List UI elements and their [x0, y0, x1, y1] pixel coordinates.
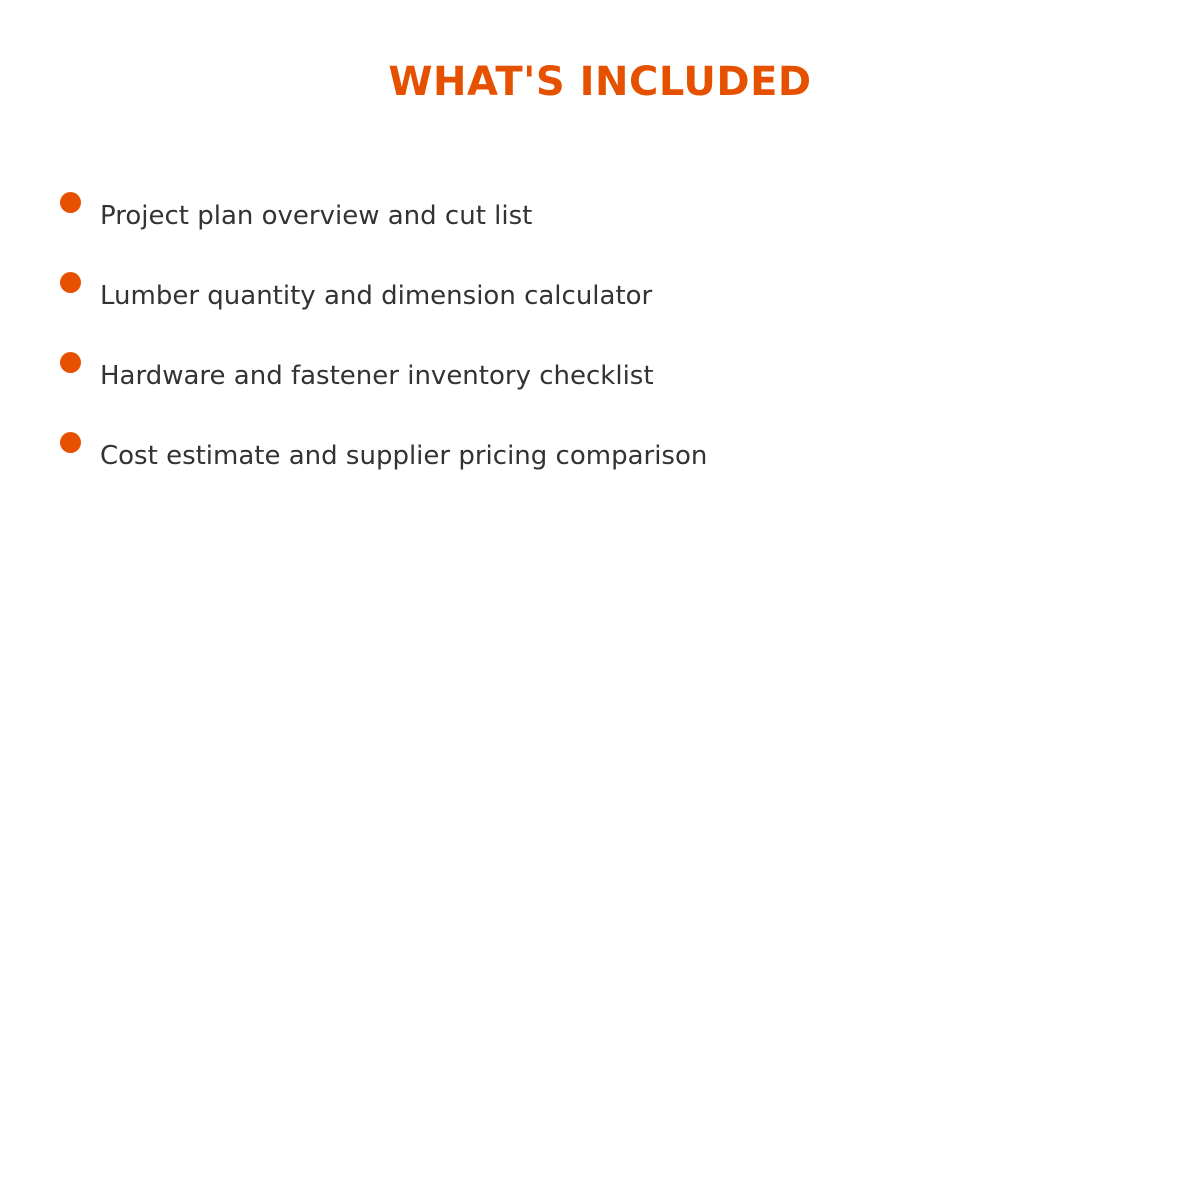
list-item	[0, 430, 1200, 510]
list-item	[0, 270, 1200, 350]
list-item-label: Cost estimate and supplier pricing comparison	[100, 441, 708, 471]
included-list	[0, 190, 1200, 510]
bullet-dot-icon	[60, 272, 81, 293]
bullet-dot-icon	[60, 192, 81, 213]
bullet-dot-icon	[60, 352, 81, 373]
page-title: WHAT'S INCLUDED	[388, 59, 812, 105]
list-item	[0, 190, 1200, 270]
list-item-label: Hardware and fastener inventory checklist	[100, 361, 654, 391]
list-item	[0, 350, 1200, 430]
list-item-label: Project plan overview and cut list	[100, 201, 533, 231]
bullet-dot-icon	[60, 432, 81, 453]
list-item-label: Lumber quantity and dimension calculator	[100, 281, 653, 311]
